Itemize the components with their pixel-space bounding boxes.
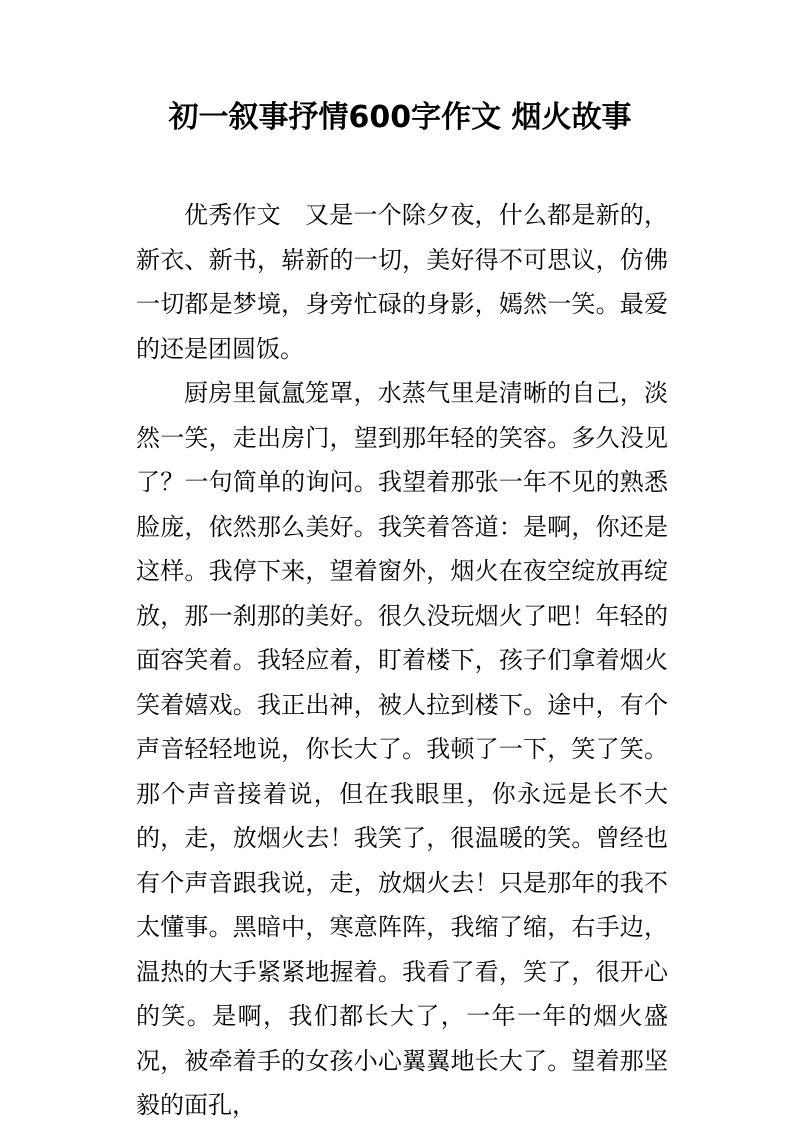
document-title: 初一叙事抒情600字作文 烟火故事 xyxy=(168,100,632,135)
paragraph-1: 优秀作文 又是一个除夕夜，什么都是新的，新衣、新书，崭新的一切，美好得不可思议，仿佛一切都是梦境，身旁忙碌的身影，嫣然一笑。最爱的还是团圆饭。 xyxy=(136,201,668,363)
paragraph-2: 厨房里氤氲笼罩，水蒸气里是清晰的自己，淡然一笑，走出房门，望到那年轻的笑容。多久没见了？一句简单的询问。我望着那张一年不见的熟悉脸庞，依然那么美好。我笑着答道：是啊，你还是这样。我停下来，望着窗外，烟火在夜空绽放再绽放，那一刹那的美好。很久没玩烟火了吧！年轻的面容笑着。我轻应着，盯着楼下，孩子们拿着烟火笑着嬉戏。我正出神，被人拉到楼下。途中，有个声音轻轻地说，你长大了。我顿了一下，笑了笑。那个声音接着说，但在我眼里，你永远是长不大的，走，放烟火去！我笑了，很温暖的笑。曾经也有个声音跟我说，走，放烟火去！只是那年的我不太懂事。黑暗中，寒意阵阵，我缩了缩，右手边，温热的大手紧紧地握着。我看了看，笑了，很开心的笑。是啊，我们都长大了，一年一年的烟火盛况，被牵着手的女孩小心翼翼地长大了。望着那坚毅的面孔， xyxy=(136,379,668,1119)
document-body xyxy=(136,193,668,1128)
